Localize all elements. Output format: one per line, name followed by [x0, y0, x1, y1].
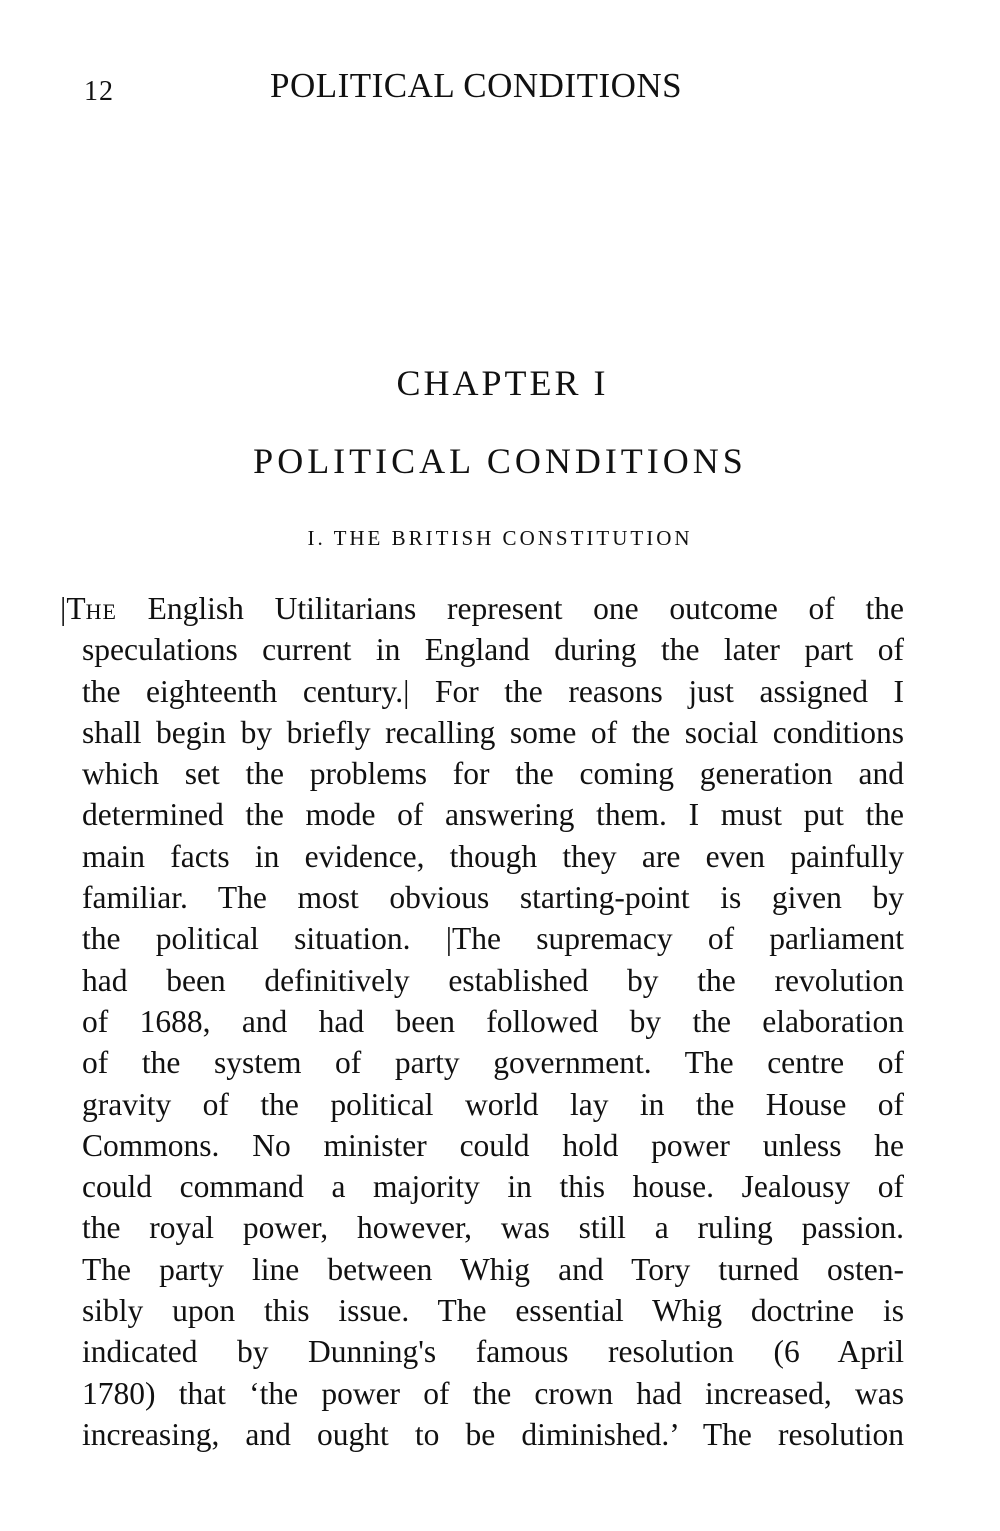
- chapter-title: POLITICAL CONDITIONS: [253, 441, 747, 481]
- body-line: gravity of the political world lay in the House of: [82, 1086, 904, 1122]
- initial-letter: T: [66, 591, 86, 626]
- body-line: the royal power, however, was still a ruling passion.: [82, 1210, 904, 1246]
- section-heading: I. THE BRITISH CONSTITUTION: [307, 526, 693, 550]
- running-title: POLITICAL CONDITIONS: [270, 66, 683, 105]
- chapter-label-text: CHAPTER I: [396, 363, 609, 403]
- body-line: the eighteenth century.| For the reasons just assigned I: [82, 673, 904, 709]
- body-line: shall begin by briefly recalling some of the social conditions: [82, 714, 904, 750]
- body-line: The party line between Whig and Tory turned osten-: [82, 1251, 904, 1287]
- body-line: of the system of party government. The centre of: [82, 1045, 904, 1081]
- chapter-label: [0, 362, 1000, 404]
- body-line: 1780) that ‘the power of the crown had increased, was: [82, 1375, 904, 1411]
- lead-mark: |: [60, 591, 67, 626]
- body-line: main facts in evidence, though they are even painfully: [82, 838, 904, 874]
- body-line: the political situation. |The supremacy of parliament: [82, 921, 904, 957]
- body-line: which set the problems for the coming generation and: [82, 756, 904, 792]
- body-line: familiar. The most obvious starting-point is given by: [82, 880, 904, 916]
- body-line: increasing, and ought to be diminished.’ The resolution: [82, 1416, 904, 1452]
- running-header: [80, 66, 920, 116]
- line-text: English Utilitarians represent one outcome of the: [116, 591, 904, 626]
- body-line: determined the mode of answering them. I must put the: [82, 797, 904, 833]
- page-number: 12: [84, 76, 114, 107]
- body-text: [60, 588, 904, 1455]
- body-line: had been definitively established by the revolution: [82, 962, 904, 998]
- body-line: sibly upon this issue. The essential Whig doctrine is: [82, 1293, 904, 1329]
- body-line: Commons. No minister could hold power unless he: [82, 1127, 904, 1163]
- small-caps-text: HE: [85, 599, 117, 624]
- body-line: of 1688, and had been followed by the elaboration: [82, 1003, 904, 1039]
- body-line: indicated by Dunning's famous resolution (6 April: [82, 1334, 904, 1370]
- body-line: speculations current in England during the later part of: [82, 632, 904, 668]
- body-line: [60, 588, 904, 629]
- body-line: could command a majority in this house. Jealousy of: [82, 1169, 904, 1205]
